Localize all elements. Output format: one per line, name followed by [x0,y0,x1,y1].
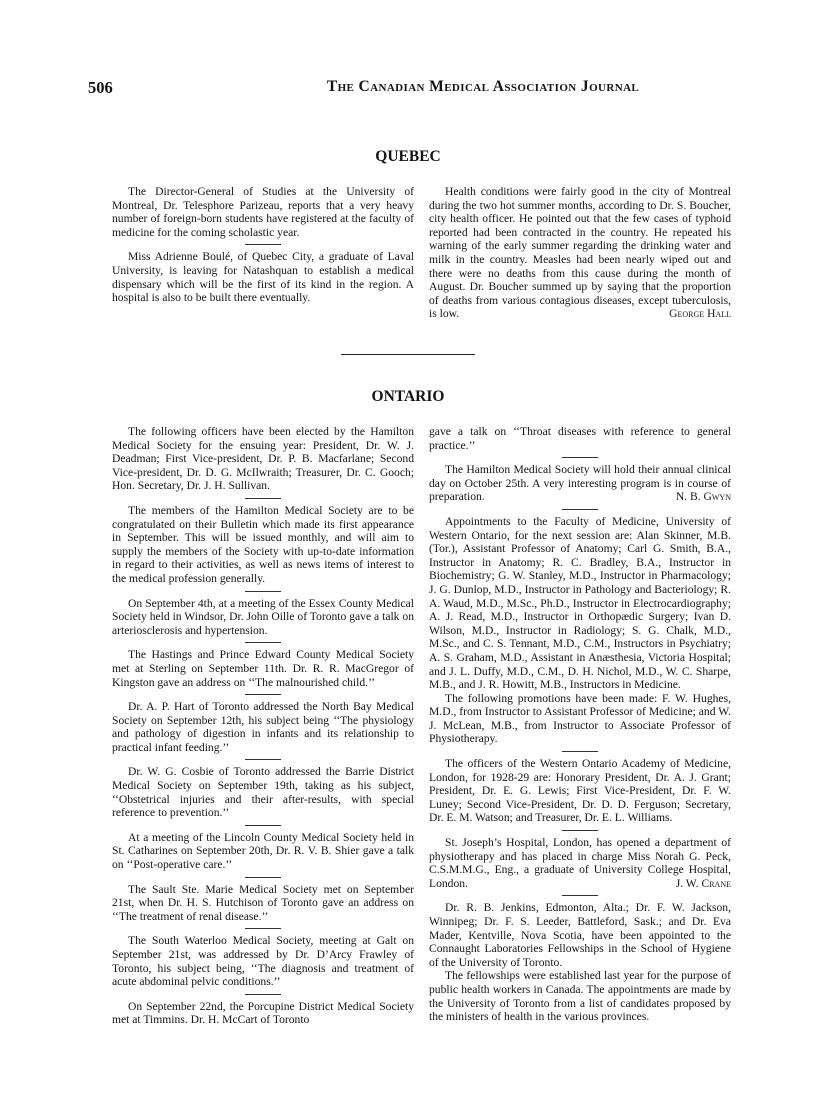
paragraph: The Sault Ste. Marie Medical Society met on September 21st, when Dr. H. S. Hutchison of Toronto gave an address on ‘‘The treatment of renal disease.’’ [112,882,414,923]
paragraph [429,836,731,890]
section-title-ontario: ONTARIO [371,388,445,405]
item-separator [245,994,281,995]
section-title-quebec: QUEBEC [375,148,441,165]
ontario-right-column [429,425,731,1024]
item-separator [245,825,281,826]
paragraph-continued: gave a talk on ‘‘Throat diseases with reference to general practice.’’ [429,425,731,452]
paragraph: Dr. W. G. Cosbie of Toronto addressed the Barrie District Medical Society on September 19th, taking as his subject, ‘‘Obstetrical injuries and their after-results, with special reference to prevention.’’ [112,765,414,820]
item-separator [245,244,281,245]
author-signature: N. B. Gwyn [675,490,731,504]
paragraph-text: St. Joseph’s Hospital, London, has opened a department of physiotherapy and has placed in charge Miss Norah G. Peck, C.S.M.M.G., Eng., a graduate of University College Hospital, London. [429,836,731,890]
item-separator [562,895,598,896]
paragraph: The South Waterloo Medical Society, meeting at Galt on September 21st, was addressed by Dr. D’Arcy Frawley of Toronto, his subject being, ‘‘The diagnosis and treatment of acute abdominal pelvic conditions.’’ [112,934,414,989]
ontario-left-column [112,425,414,1027]
item-separator [245,759,281,760]
item-separator [245,694,281,695]
item-separator [245,498,281,499]
paragraph-text: Health conditions were fairly good in the city of Montreal during the two hot summer months, according to Dr. S. Boucher, city health officer. He pointed out that the few cases of typhoid reported had been contracted in the country. He repeated his warning of the early summer regarding the drinking water and milk in the country. Measles had been nearly wiped out and there were no deaths from this cause during the month of August. Dr. Boucher summed up by saying that the proportion of deaths from various contagious diseases, except tuberculosis, is low. [429,185,731,321]
paragraph: The members of the Hamilton Medical Society are to be congratulated on their Bulletin which made its first appearance in September. This will be issued monthly, and will aim to supply the members of the Society with up-to-date information in regard to their activities, as well as news items of interest to the medical profession generally. [112,503,414,585]
paragraph: Dr. A. P. Hart of Toronto addressed the North Bay Medical Society on September 12th, his subject being ‘‘The physiology and pathology of digestion in infants and its relationship to practical infant feeding.’’ [112,700,414,754]
item-separator [562,751,598,752]
author-signature: J. W. Crane [675,876,731,890]
item-separator [562,830,598,831]
page-number: 506 [88,78,113,97]
paragraph: Dr. R. B. Jenkins, Edmonton, Alta.; Dr. F. W. Jackson, Winnipeg; Dr. F. S. Leeder, Battleford, Sask.; and Dr. Eva Mader, Kentville, Nova Scotia, have been appointed to the Connaught Laboratories Fellowships in the School of Hygiene of the University of Toronto. [429,901,731,969]
paragraph: Miss Adrienne Boulé, of Quebec City, a graduate of Laval University, is leaving for Natashquan to establish a medical dispensary which will be the first of its kind in the region. A hospital is also to be built there eventually. [112,250,414,305]
quebec-left-column [112,185,414,305]
paragraph: On September 22nd, the Porcupine District Medical Society met at Timmins. Dr. H. McCart of Toronto [112,999,414,1027]
paragraph [429,185,731,321]
item-separator [562,457,598,458]
author-signature: George Hall [669,307,731,321]
section-divider [341,354,475,355]
paragraph: At a meeting of the Lincoln County Medical Society held in St. Catharines on September 20th, Dr. R. V. B. Shier gave a talk on ‘‘Post-operative care.’’ [112,830,414,872]
item-separator [245,591,281,592]
item-separator [245,877,281,878]
paragraph: Appointments to the Faculty of Medicine, University of Western Ontario, for the next session are: Alan Skinner, M.B. (Tor.), Assistant Professor of Anatomy; Carl G. Smith, B.A., Instructor in Anatomy; R. C. Bradley, B.A., Instructor in Biochemistry; G. W. Stanley, M.D., Instructor in Pharmacology; J. G. Dunlop, M.D., Instructor in Pathology and Bacteriology; R. A. Waud, M.D., M.Sc., Ph.D., Instructor in Electrocardiography; A. J. Read, M.D., Instructor in Orthopædic Surgery; Ivan D. Wilson, M.D., Instructor in Radiology; S. G. Chalk, M.D., M.Sc., and C. S. Tennant, M.D., C.M., Instructors in Psychiatry; A. S. Graham, M.D., Assistant in Anæsthesia, Victoria Hospital; and J. L. Duffy, M.D., C.M., D. H. Nichol, M.D., W. C. Sharpe, M.B., and J. R. Howitt, M.B., Instructors in Medicine. [429,514,731,692]
item-separator [245,642,281,643]
paragraph: The following promotions have been made: F. W. Hughes, M.D., from Instructor to Assistant Professor of Medicine; and W. J. McLean, M.B., from Instructor to Associate Professor of Physiotherapy. [429,691,731,746]
paragraph: The Hastings and Prince Edward County Medical Society met at Sterling on September 11th. Dr. R. R. MacGregor of Kingston gave an address on ‘‘The malnourished child.’’ [112,648,414,689]
paragraph: The fellowships were established last year for the purpose of public health workers in Canada. The appointments are made by the University of Toronto from a list of candidates proposed by the ministers of health in the various provinces. [429,969,731,1024]
journal-running-head: The Canadian Medical Association Journal [326,78,640,95]
paragraph: The following officers have been elected by the Hamilton Medical Society for the ensuing year: President, Dr. W. J. Deadman; First Vice-president, Dr. P. B. Macfarlane; Second Vice-president, Dr. D. G. McIlwraith; Treasurer, Dr. C. Gooch; Hon. Secretary, Dr. J. H. Sullivan. [112,425,414,493]
paragraph: The Director-General of Studies at the University of Montreal, Dr. Telesphore Parizeau, reports that a very heavy number of foreign-born students have registered at the faculty of medicine for the coming scholastic year. [112,185,414,239]
item-separator [562,509,598,510]
item-separator [245,928,281,929]
paragraph: The officers of the Western Ontario Academy of Medicine, London, for 1928-29 are: Honorary President, Dr. A. J. Grant; President, Dr. E. G. Lewis; First Vice-President, Dr. F. W. Luney; Second Vice-President, Dr. D. D. Ferguson; Secretary, Dr. E. M. Watson; and Treasurer, Dr. E. L. Williams. [429,757,731,825]
paragraph-text: The Hamilton Medical Society will hold their annual clinical day on October 25th. A very interesting program is in course of preparation. [429,463,731,504]
quebec-right-column [429,185,731,321]
paragraph: On September 4th, at a meeting of the Essex County Medical Society held in Windsor, Dr. John Oille of Toronto gave a talk on arteriosclerosis and hypertension. [112,596,414,637]
paragraph [429,463,731,504]
